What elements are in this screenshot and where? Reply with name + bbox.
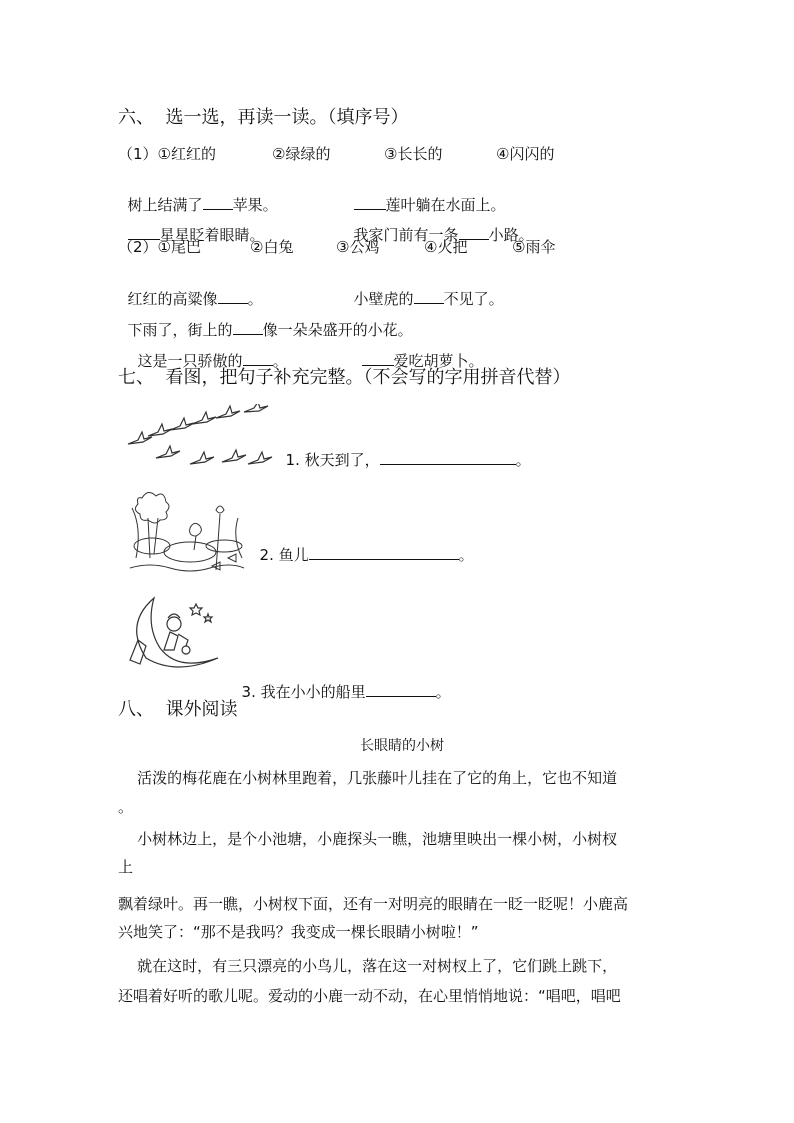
reading-line: 活泼的梅花鹿在小树林里跑着，几张藤叶儿挂在了它的角上，它也不知道 <box>118 769 618 787</box>
lotus-pond-illustration <box>128 488 246 576</box>
reading-line: 飘着绿叶。再一瞧，小树杈下面，还有一对明亮的眼睛在一眨一眨呢！小鹿高 <box>118 895 629 913</box>
q2-option-4: ④火把 <box>424 238 468 256</box>
sentence-text: 下雨了，街上的 <box>127 321 233 339</box>
picture-item-3 <box>232 662 451 702</box>
q2-option-1: （2）①尾巴 <box>118 238 201 256</box>
reading-line: 上 <box>118 858 134 876</box>
sentence-text: 。 <box>247 290 263 308</box>
answer-blank[interactable] <box>414 289 444 304</box>
section6-heading: 六、 选一选，再读一读。（填序号） <box>118 107 409 128</box>
sentence-text: 爱吃胡萝卜。 <box>393 352 484 370</box>
moon-boat-illustration <box>124 594 224 674</box>
picture-item-2 <box>250 525 474 565</box>
q1-option-4: ④闪闪的 <box>496 145 555 163</box>
answer-blank[interactable] <box>243 351 273 366</box>
sentence-text: 苹果。 <box>232 196 278 214</box>
sentence-text: 小路。 <box>488 226 534 244</box>
sentence-text: 小壁虎的 <box>353 290 414 308</box>
sentence-text: 莲叶躺在水面上。 <box>385 196 506 214</box>
section7-heading: 七、 看图，把句子补充完整。（不会写的字用拼音代替） <box>118 367 571 388</box>
geese-illustration <box>126 404 274 474</box>
sentence-text: 3. 我在小小的船里 <box>241 683 366 701</box>
q1-option-1: （1）①红红的 <box>118 145 216 163</box>
sentence-text: 1. 秋天到了， <box>285 451 380 469</box>
sentence-text: 我家门前有一条 <box>353 226 459 244</box>
reading-line: 兴地笑了：“那不是我吗？我变成一棵长眼睛小树啦！” <box>118 923 479 941</box>
q1-option-3: ③长长的 <box>384 145 443 163</box>
sentence-text: 红红的高粱像 <box>127 290 218 308</box>
answer-blank[interactable] <box>362 351 394 366</box>
answer-blank[interactable] <box>366 682 436 697</box>
sentence-text: 树上结满了 <box>127 196 203 214</box>
sentence-text: 像一朵朵盛开的小花。 <box>262 321 413 339</box>
reading-line: 。 <box>118 798 134 816</box>
reading-line: 小树林边上，是个小池塘，小鹿探头一瞧，池塘里映出一棵小树，小树杈 <box>118 830 618 848</box>
reading-line: 还唱着好听的歌儿呢。爱动的小鹿一动不动，在心里悄悄地说：“唱吧，唱吧 <box>118 987 621 1005</box>
answer-blank[interactable] <box>309 545 459 560</box>
answer-blank[interactable] <box>380 450 516 465</box>
q2-option-2: ②白兔 <box>250 238 294 256</box>
sentence-text: 2. 鱼儿 <box>259 546 309 564</box>
reading-title: 长眼睛的小树 <box>360 738 444 754</box>
sentence-text: 星星眨着眼睛。 <box>159 226 265 244</box>
q2-sentence-5 <box>352 331 484 371</box>
sentence-text: 。 <box>515 451 531 469</box>
sentence-text: 这是一只骄傲的 <box>137 352 243 370</box>
q2-sentence-4 <box>128 331 288 371</box>
sentence-text: 不见了。 <box>443 290 504 308</box>
sentence-text: 。 <box>435 683 451 701</box>
sentence-text: 。 <box>272 352 288 370</box>
q2-option-3: ③公鸡 <box>336 238 380 256</box>
section8-heading: 八、 课外阅读 <box>118 699 238 720</box>
q2-option-5: ⑤雨伞 <box>512 238 556 256</box>
picture-item-1 <box>276 430 531 470</box>
sentence-text: 。 <box>458 546 474 564</box>
reading-line: 就在这时，有三只漂亮的小鸟儿，落在这一对树杈上了，它们跳上跳下， <box>118 957 618 975</box>
q1-option-2: ②绿绿的 <box>272 145 331 163</box>
